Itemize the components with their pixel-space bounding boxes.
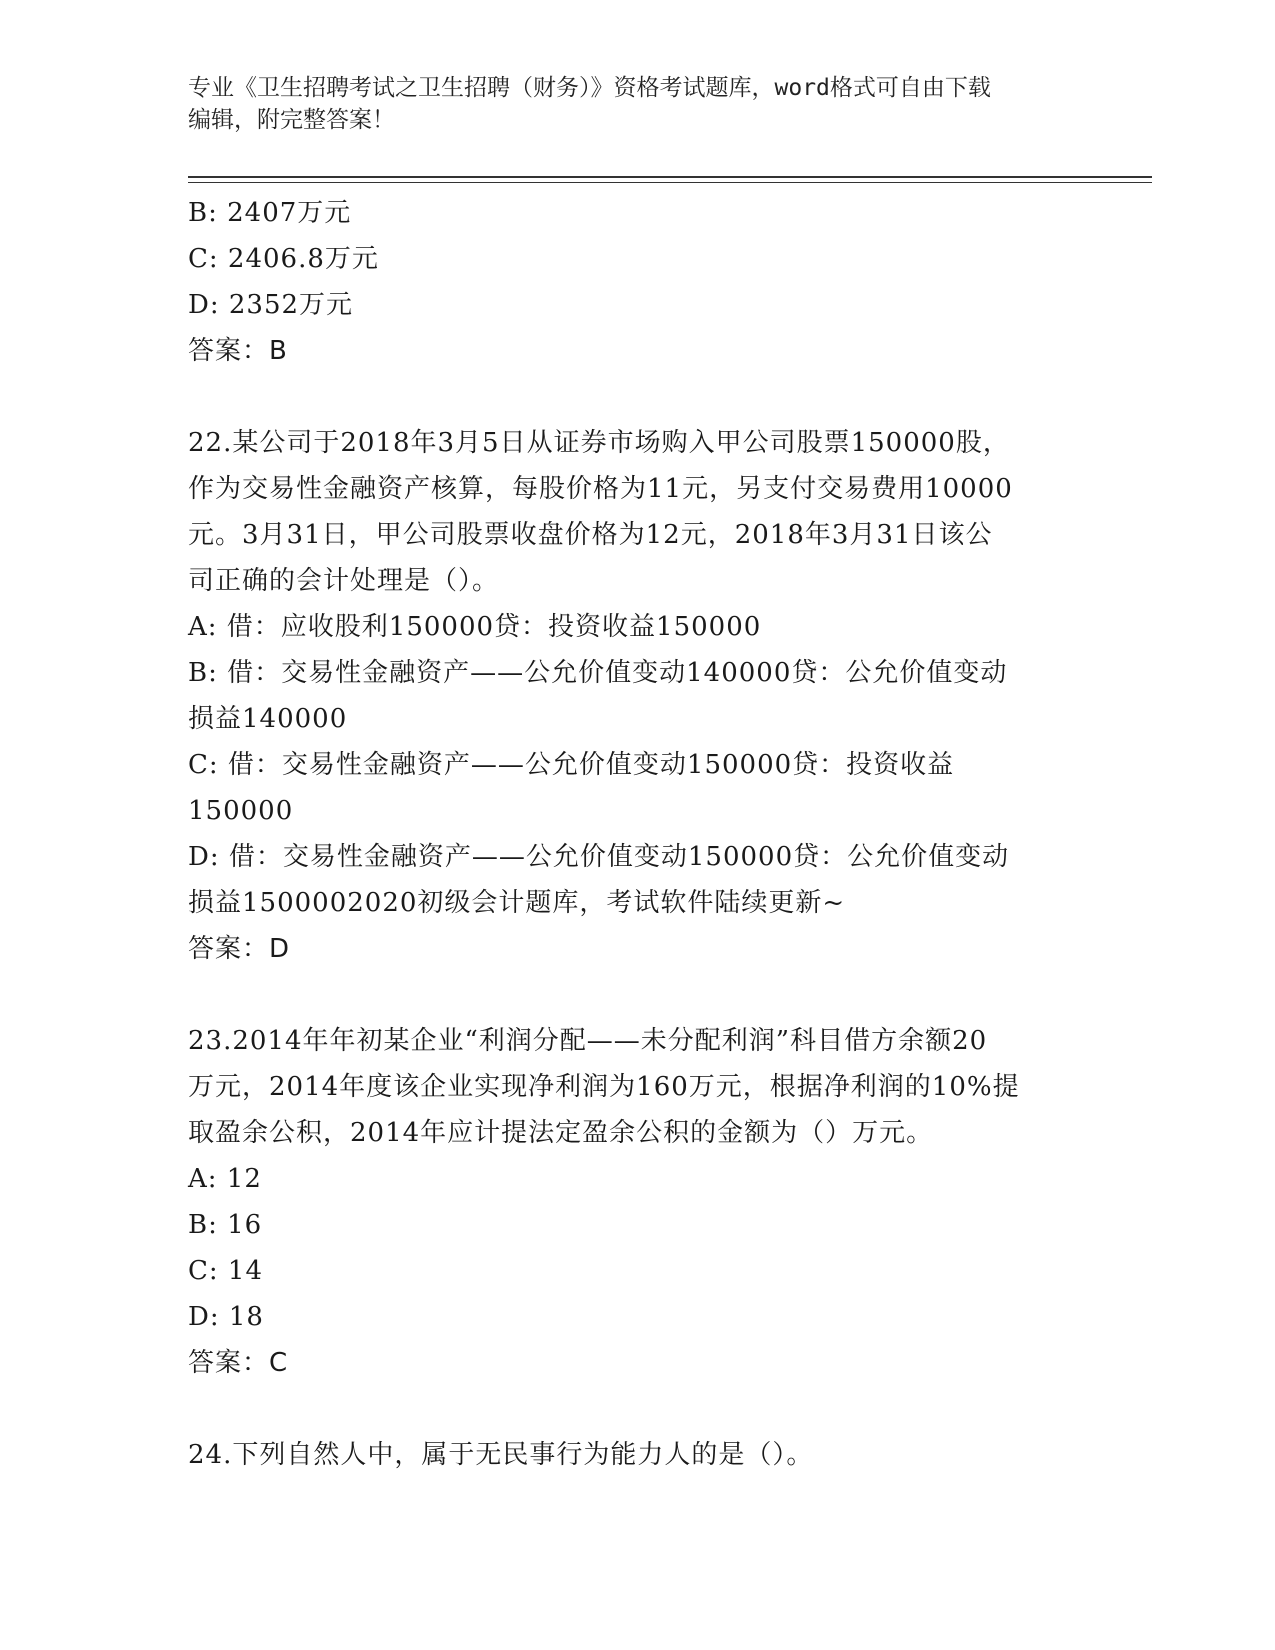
question-23 xyxy=(188,1018,1088,1386)
option-b: B: 2407万元 xyxy=(188,198,352,228)
question-24 xyxy=(188,1432,1088,1478)
header-line-2: 编辑，附完整答案！ xyxy=(188,107,395,133)
question-text-line: 22.某公司于2018年3月5日从证券市场购入甲公司股票150000股， xyxy=(188,428,1010,458)
header-divider-thick xyxy=(188,176,1152,178)
answer: 答案：C xyxy=(188,1348,289,1378)
question-text-line: 万元，2014年度该企业实现净利润为160万元，根据净利润的10%提 xyxy=(188,1072,1020,1102)
answer: 答案：B xyxy=(188,336,288,366)
option-b: B: 借：交易性金融资产——公允价值变动140000贷：公允价值变动 xyxy=(188,658,1008,688)
document-body xyxy=(188,190,1088,1478)
question-text-line: 取盈余公积，2014年应计提法定盈余公积的金额为（）万元。 xyxy=(188,1118,934,1148)
header-divider-thin xyxy=(188,182,1152,183)
option-d: D: 借：交易性金融资产——公允价值变动150000贷：公允价值变动 xyxy=(188,842,1010,872)
option-c-cont: 150000 xyxy=(188,796,294,826)
option-b-cont: 损益140000 xyxy=(188,704,348,734)
option-c: C: 借：交易性金融资产——公允价值变动150000贷：投资收益 xyxy=(188,750,955,780)
option-c: C: 2406.8万元 xyxy=(188,244,379,274)
question-22 xyxy=(188,420,1088,972)
option-b: B: 16 xyxy=(188,1210,263,1240)
option-d: D: 2352万元 xyxy=(188,290,354,320)
answer: 答案：D xyxy=(188,934,291,964)
option-a: A: 12 xyxy=(188,1164,262,1194)
question-text-line: 司正确的会计处理是（）。 xyxy=(188,566,500,596)
question-text-line: 24.下列自然人中，属于无民事行为能力人的是（）。 xyxy=(188,1440,814,1470)
page-header xyxy=(188,72,1088,136)
option-d-cont: 损益1500002020初级会计题库，考试软件陆续更新~ xyxy=(188,888,846,918)
option-c: C: 14 xyxy=(188,1256,264,1286)
question-text-line: 元。3月31日，甲公司股票收盘价格为12元，2018年3月31日该公 xyxy=(188,520,993,550)
question-text-line: 23.2014年年初某企业“利润分配——未分配利润”科目借方余额20 xyxy=(188,1026,988,1056)
header-line-1: 专业《卫生招聘考试之卫生招聘（财务）》资格考试题库，word格式可自由下载 xyxy=(188,75,991,101)
question-21 xyxy=(188,190,1088,374)
option-a: A: 借：应收股利150000贷：投资收益150000 xyxy=(188,612,762,642)
option-d: D: 18 xyxy=(188,1302,264,1332)
question-text-line: 作为交易性金融资产核算，每股价格为11元，另支付交易费用10000 xyxy=(188,474,1013,504)
